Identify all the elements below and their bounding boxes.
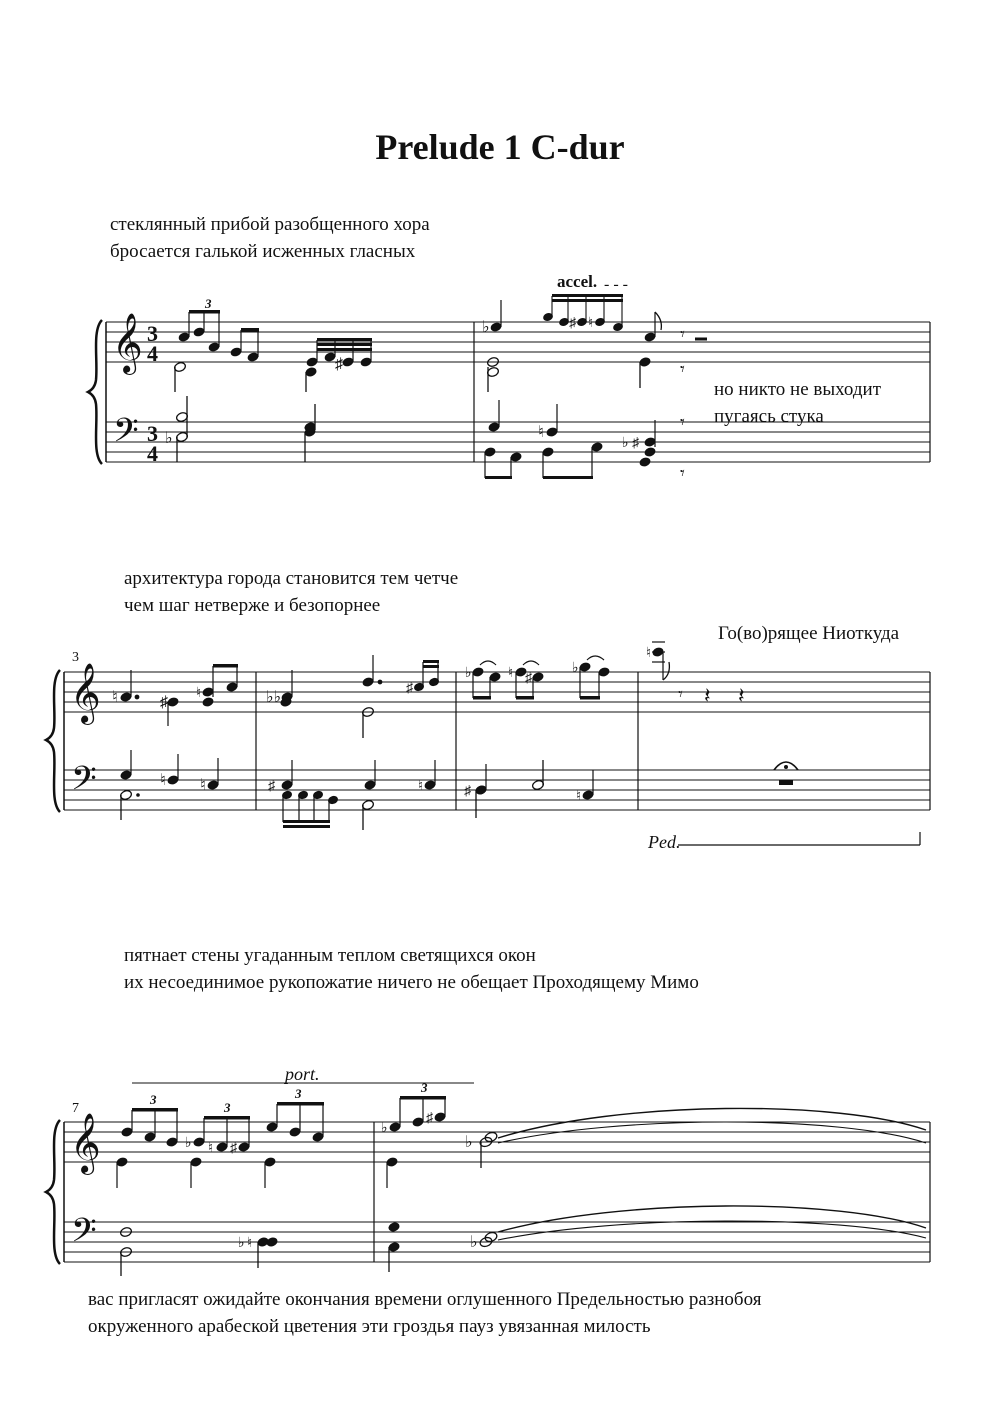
whole-rest: [779, 780, 793, 785]
tie: [498, 1221, 926, 1240]
measure-number: 3: [72, 650, 79, 665]
tie: [498, 1108, 926, 1138]
svg-text:3: 3: [295, 1086, 302, 1101]
treble-clef-icon: 𝄞: [70, 1113, 101, 1173]
svg-text:3: 3: [224, 1100, 231, 1115]
notes-bass-m3-6: [120, 750, 594, 828]
system-2: [46, 670, 930, 812]
verse-line: вас пригласят ожидайте окончания времени оглушенного Предельностью разнобоя: [88, 1289, 762, 1310]
natural-icon: ♮: [208, 1141, 214, 1156]
accel-dashes: - - -: [604, 276, 628, 293]
flat-icon: ♭: [165, 430, 173, 447]
verse-line: пугаясь стука: [714, 406, 824, 427]
system-1: [88, 320, 930, 464]
port-direction: port.: [285, 1064, 320, 1084]
measure-number: 7: [72, 1101, 79, 1116]
sharp-icon: ♯: [525, 671, 532, 686]
sharp-icon: ♯: [406, 681, 413, 696]
brace: [88, 320, 102, 464]
quarter-rest-icon: 𝄽: [738, 683, 745, 708]
eighth-rest-icon: 𝄾: [680, 324, 685, 344]
staff-lines: [106, 322, 930, 462]
verse-2-side: Го(во)рящее Ниоткуда: [718, 623, 900, 644]
verse-line: но никто не выходит: [714, 379, 881, 400]
verse-line: окруженного арабеской цветения эти гроздья пауз увязанная милость: [88, 1316, 651, 1337]
bass-clef-icon: 𝄢: [113, 412, 139, 458]
sharp-icon: ♯: [632, 436, 639, 451]
tie: [498, 1206, 926, 1232]
svg-text:3: 3: [421, 1080, 428, 1095]
tuplets: [149, 1080, 428, 1115]
flat-icon: ♭: [238, 1236, 245, 1251]
natural-icon: ♮: [576, 789, 582, 804]
sharp-icon: ♯: [464, 784, 471, 799]
flat-icon: ♭♭: [266, 689, 282, 706]
sharp-icon: ♯: [268, 779, 275, 794]
time-sig-bottom: 4: [147, 441, 158, 466]
natural-icon: ♮: [200, 777, 206, 794]
bass-clef-icon: 𝄢: [71, 760, 97, 806]
eighth-rest-icon: 𝄾: [678, 684, 683, 704]
flat-icon: ♭: [465, 666, 472, 681]
verse-line: их несоединимое рукопожатие ничего не обещает Проходящему Мимо: [124, 972, 699, 993]
pedal-marking: Ped.: [648, 832, 681, 852]
natural-icon: ♮: [418, 779, 424, 794]
svg-text:3: 3: [150, 1092, 157, 1107]
verse-line: стеклянный прибой разобщенного хора: [110, 214, 430, 235]
sharp-icon: ♯: [230, 1141, 237, 1156]
treble-clef-icon: 𝄞: [112, 313, 143, 373]
time-sig-top: 3: [147, 421, 158, 446]
brace: [46, 670, 60, 812]
treble-clef-icon: 𝄞: [70, 663, 101, 723]
flat-icon: ♭: [381, 1121, 388, 1136]
notes-m3-6-open: [280, 697, 374, 738]
sharp-icon: ♯: [335, 356, 343, 373]
natural-icon: ♮: [508, 666, 514, 681]
notes-m3-6: [120, 642, 669, 726]
natural-icon: ♮: [646, 646, 652, 661]
sharp-icon: ♯: [160, 694, 168, 711]
flat-icon: ♭: [185, 1136, 192, 1151]
tuplet-number: 3: [205, 296, 212, 311]
time-sig-bottom: 4: [147, 341, 158, 366]
brace: [46, 1120, 60, 1264]
natural-icon: ♮: [538, 424, 544, 441]
page-title: Prelude 1 C-dur: [375, 127, 625, 167]
eighth-rest-icon: 𝄾: [680, 359, 685, 379]
accel-direction: accel.: [557, 272, 598, 291]
natural-icon: ♮: [588, 316, 594, 331]
verse-line: чем шаг нетверже и безопорнее: [124, 595, 381, 616]
time-sig-top: 3: [147, 321, 158, 346]
flat-icon: ♭: [465, 1134, 473, 1151]
flat-icon: ♭: [622, 436, 629, 451]
sharp-icon: ♯: [569, 316, 576, 331]
notes-m2-bass: [484, 400, 656, 479]
verse-line: пятнает стены угаданным теплом светящихся окон: [124, 945, 536, 966]
natural-icon: ♮: [112, 689, 118, 706]
natural-icon: ♮: [160, 772, 166, 789]
natural-icon: ♮: [247, 1236, 253, 1251]
staff-lines: [64, 672, 930, 810]
eighth-rest-icon: 𝄾: [680, 463, 685, 483]
flat-icon: ♭: [572, 661, 579, 676]
natural-icon: ♮: [196, 686, 202, 701]
flat-icon: ♭: [470, 1234, 478, 1251]
quarter-rest-icon: 𝄽: [704, 683, 711, 708]
notes-m8-open: [479, 1108, 926, 1168]
sharp-icon: ♯: [426, 1111, 433, 1126]
eighth-rest-icon: 𝄾: [680, 412, 685, 432]
verse-line: бросается галькой исженных гласных: [110, 241, 416, 262]
flat-icon: ♭: [482, 319, 490, 336]
notes-m1-lower: [173, 361, 316, 392]
bass-clef-icon: 𝄢: [71, 1212, 97, 1258]
verse-line: архитектура города становится тем четче: [124, 568, 459, 589]
